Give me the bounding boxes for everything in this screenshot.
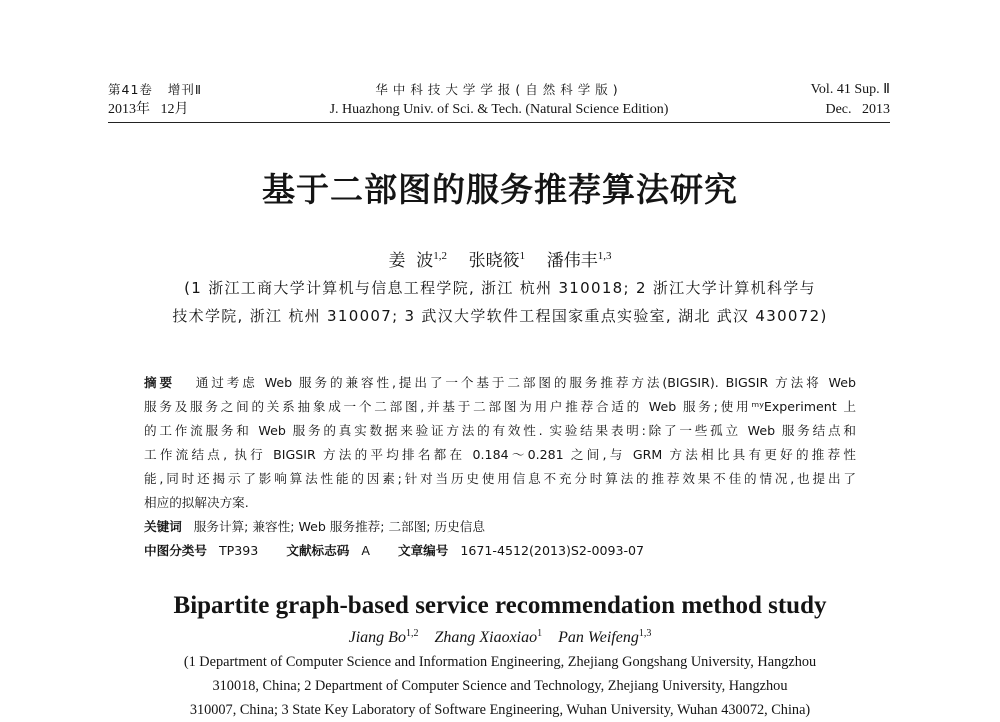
clc-value: TP393 bbox=[218, 543, 259, 558]
article-no-value: 1671-4512(2013)S2-0093-07 bbox=[460, 543, 645, 558]
year-label: 2013年 bbox=[108, 102, 150, 117]
abstract-line bbox=[144, 371, 856, 395]
affiliation-cn-line: 技术学院, 浙江 杭州 310007; 3 武汉大学软件工程国家重点实验室, 湖北 武汉 430072) bbox=[172, 307, 828, 325]
abstract-text: 通过考虑 Web 服务的兼容性,提出了一个基于二部图的服务推荐方法(BIGSIR). BIGSIR 方法将 Web bbox=[195, 375, 857, 390]
paper-title-en: Bipartite graph-based service recommendation method study bbox=[173, 592, 827, 619]
author-name: 潘伟丰 bbox=[546, 251, 598, 271]
author-cn bbox=[547, 251, 612, 271]
classification-line bbox=[144, 539, 644, 563]
clc-label: 中图分类号 bbox=[144, 543, 207, 558]
author-affil-sup: 1,2 bbox=[405, 628, 419, 639]
author-cn bbox=[388, 251, 447, 271]
author-name: Zhang Xiaoxiao bbox=[434, 629, 538, 646]
author-affil-sup: 1,2 bbox=[433, 250, 448, 262]
author-name: Jiang Bo bbox=[348, 629, 406, 646]
keywords-line bbox=[144, 515, 485, 539]
affiliation-cn-line: (1 浙江工商大学计算机与信息工程学院, 浙江 杭州 310018; 2 浙江大学计算机科学与 bbox=[184, 279, 816, 297]
author-en bbox=[349, 629, 419, 646]
abstract-line: 工作流结点, 执行 BIGSIR 方法的平均排名都在 0.184～0.281 之间,与 GRM 方法相比具有更好的推荐性 bbox=[144, 447, 856, 462]
author-cn bbox=[469, 251, 526, 271]
running-header-line-2 bbox=[108, 101, 890, 119]
keywords-label: 关键词 bbox=[144, 519, 182, 534]
abstract-line: 能,同时还揭示了影响算法性能的因素;针对当历史使用信息不充分时算法的推荐效果不佳的情况,也提出了 bbox=[144, 471, 856, 486]
abstract-line: 服务及服务之间的关系抽象成一个二部图,并基于二部图为用户推荐合适的 Web 服务;使用ᵐʸExperiment 上 bbox=[144, 399, 856, 414]
abstract-line: 的工作流服务和 Web 服务的真实数据来验证方法的有效性. 实验结果表明:除了一些孤立 Web 服务结点和 bbox=[144, 423, 856, 438]
issue-label: 增刊Ⅱ bbox=[167, 82, 202, 97]
affiliation-en-line: 310018, China; 2 Department of Computer Science and Technology, Zhejiang University, Hangzhou bbox=[212, 678, 788, 694]
affiliation-en-line: (1 Department of Computer Science and Information Engineering, Zhejiang Gongshang University, Hangzhou bbox=[183, 654, 817, 670]
author-list-cn bbox=[0, 244, 1000, 273]
keywords-value: 服务计算; 兼容性; Web 服务推荐; 二部图; 历史信息 bbox=[193, 519, 485, 534]
author-en bbox=[558, 629, 651, 646]
abstract-label: 摘要 bbox=[144, 375, 175, 390]
author-en bbox=[434, 629, 542, 646]
author-list-en bbox=[0, 622, 1000, 650]
journal-name-en: J. Huazhong Univ. of Sci. & Tech. (Natural Science Edition) bbox=[329, 102, 669, 117]
author-affil-sup: 1 bbox=[519, 250, 526, 262]
author-affil-sup: 1 bbox=[537, 628, 543, 639]
author-affil-sup: 1,3 bbox=[638, 628, 652, 639]
doc-code-label: 文献标志码 bbox=[286, 543, 350, 558]
article-no-label: 文章编号 bbox=[397, 543, 449, 558]
abstract-line: 相应的拟解决方案. bbox=[144, 495, 249, 510]
author-affil-sup: 1,3 bbox=[597, 250, 612, 262]
header-rule bbox=[108, 122, 890, 123]
date-en: Dec. 2013 bbox=[825, 102, 890, 117]
paper-title-cn: 基于二部图的服务推荐算法研究 bbox=[262, 170, 738, 209]
journal-name-cn: 华中科技大学学报(自然科学版) bbox=[375, 82, 623, 97]
author-name: 张晓筱 bbox=[468, 251, 520, 271]
month-label: 12月 bbox=[160, 102, 189, 117]
author-name: 姜 波 bbox=[388, 251, 434, 271]
author-name: Pan Weifeng bbox=[558, 629, 639, 646]
volume-en: Vol. 41 Sup. Ⅱ bbox=[810, 82, 890, 97]
doc-code-value: A bbox=[361, 543, 370, 558]
running-header-line-1 bbox=[108, 81, 890, 99]
volume-label: 第41卷 bbox=[108, 82, 153, 97]
affiliation-en-line: 310007, China; 3 State Key Laboratory of Software Engineering, Wuhan University, Wuhan 430072, China) bbox=[189, 702, 811, 718]
